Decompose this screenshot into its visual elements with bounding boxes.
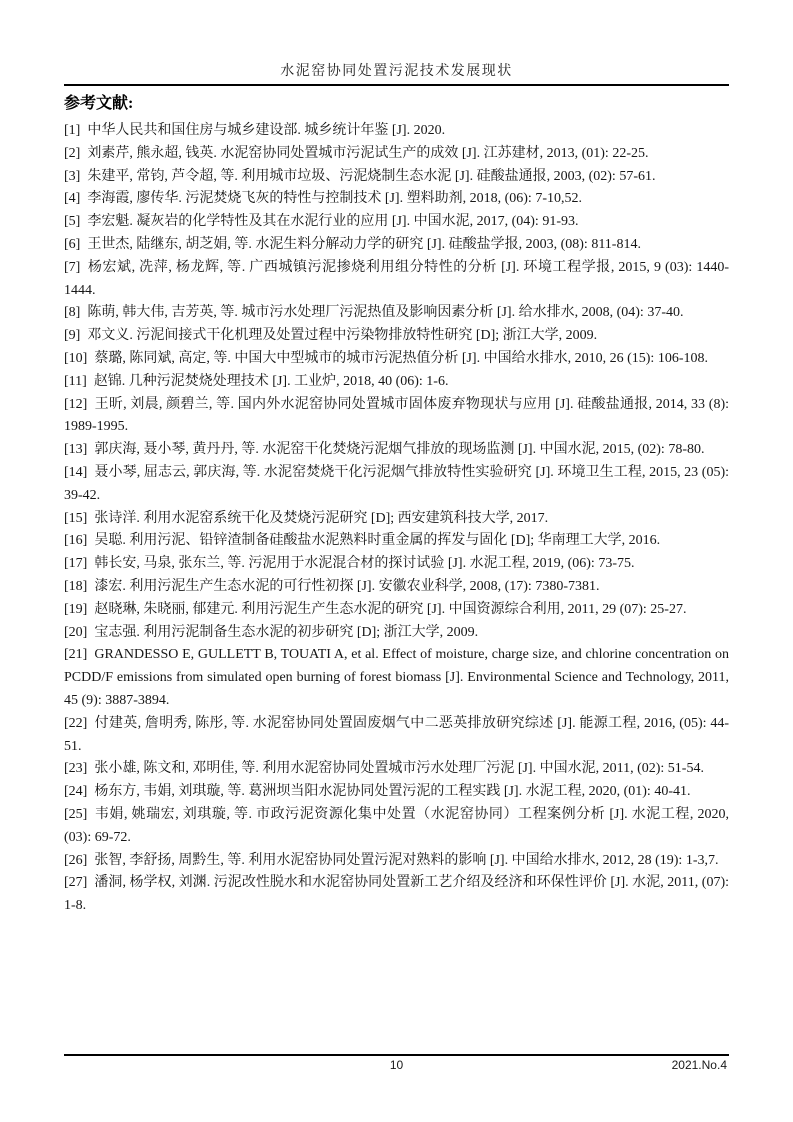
reference-label: [21] xyxy=(64,647,88,663)
reference-item xyxy=(64,257,729,303)
reference-text: 蔡璐, 陈同斌, 高定, 等. 中国大中型城市的城市污泥热值分析 [J]. 中国给水排水, 2010, 26 (15): 106-108. xyxy=(94,350,708,366)
reference-label: [1] xyxy=(64,123,81,138)
issue-label: 2021.No.4 xyxy=(671,1058,727,1072)
reference-text: 潘洞, 杨学权, 刘渊. 污泥改性脱水和水泥窑协同处置新工艺介绍及经济和环保性评价 [J]. 水泥, 2011, (07): 1-8. xyxy=(64,875,729,914)
reference-label: [5] xyxy=(64,214,81,230)
reference-item xyxy=(64,850,729,873)
reference-label: [7] xyxy=(64,259,81,275)
reference-label: [12] xyxy=(64,396,88,412)
header-rule xyxy=(64,84,729,86)
reference-label: [14] xyxy=(64,464,88,480)
reference-label: [9] xyxy=(64,328,81,344)
references-list xyxy=(64,120,729,918)
reference-text: 聂小琴, 屈志云, 郭庆海, 等. 水泥窑焚烧干化污泥烟气排放特性实验研究 [J]. 环境卫生工程, 2015, 23 (05): 39-42. xyxy=(64,464,729,503)
reference-item xyxy=(64,462,729,508)
reference-text: 张智, 李舒扬, 周黔生, 等. 利用水泥窑协同处置污泥对熟料的影响 [J]. 中国给水排水, 2012, 28 (19): 1-3,7. xyxy=(94,852,719,868)
reference-label: [24] xyxy=(64,784,88,800)
references-heading: 参考文献: xyxy=(64,95,134,112)
reference-item xyxy=(64,325,729,348)
reference-item xyxy=(64,553,729,576)
page-number: 10 xyxy=(389,1058,404,1072)
reference-label: [23] xyxy=(64,761,88,777)
references-section xyxy=(64,90,729,918)
reference-item xyxy=(64,188,729,211)
reference-item xyxy=(64,302,729,325)
reference-text: 漆宏. 利用污泥生产生态水泥的可行性初探 [J]. 安徽农业科学, 2008, (17): 7380-7381. xyxy=(94,578,600,594)
reference-label: [27] xyxy=(64,875,88,891)
reference-text: 张小雄, 陈文和, 邓明佳, 等. 利用水泥窑协同处置城市污水处理厂污泥 [J]. 中国水泥, 2011, (02): 51-54. xyxy=(94,761,704,777)
reference-label: [19] xyxy=(64,601,88,617)
reference-text: 王昕, 刘晨, 颜碧兰, 等. 国内外水泥窑协同处置城市固体废弃物现状与应用 [J]. 硅酸盐通报, 2014, 33 (8): 1989-1995. xyxy=(64,396,729,435)
reference-text: 王世杰, 陆继东, 胡芝娟, 等. 水泥生料分解动力学的研究 [J]. 硅酸盐学报, 2003, (08): 811-814. xyxy=(87,236,641,252)
reference-item xyxy=(64,758,729,781)
reference-text: GRANDESSO E, GULLETT B, TOUATI A, et al. Effect of moisture, charge size, and chlorine concentration on PCDD/F emissions from simulated open burning of forest biomass [J]. Environmental Science and Technology, 2011, 45 (9): 3887-3894. xyxy=(64,647,729,708)
reference-label: [15] xyxy=(64,510,88,526)
reference-text: 宝志强. 利用污泥制备生态水泥的初步研究 [D]; 浙江大学, 2009. xyxy=(94,624,479,640)
reference-text: 赵晓琳, 朱晓丽, 郁建元. 利用污泥生产生态水泥的研究 [J]. 中国资源综合利用, 2011, 29 (07): 25-27. xyxy=(94,601,687,617)
reference-text: 杨宏斌, 冼萍, 杨龙辉, 等. 广西城镇污泥掺烧利用组分特性的分析 [J]. 环境工程学报, 2015, 9 (03): 1440-1444. xyxy=(64,259,729,298)
reference-item xyxy=(64,713,729,759)
reference-item xyxy=(64,644,729,712)
reference-text: 朱建平, 常钧, 芦令超, 等. 利用城市垃圾、污泥烧制生态水泥 [J]. 硅酸盐通报, 2003, (02): 57-61. xyxy=(87,168,656,184)
reference-item xyxy=(64,622,729,645)
reference-text: 李宏魁. 凝灰岩的化学特性及其在水泥行业的应用 [J]. 中国水泥, 2017, (04): 91-93. xyxy=(87,214,579,230)
reference-label: [4] xyxy=(64,191,81,207)
reference-text: 付建英, 詹明秀, 陈彤, 等. 水泥窑协同处置固废烟气中二恶英排放研究综述 [J]. 能源工程, 2016, (05): 44-51. xyxy=(64,715,729,754)
reference-text: 郭庆海, 聂小琴, 黄丹丹, 等. 水泥窑干化焚烧污泥烟气排放的现场监测 [J]. 中国水泥, 2015, (02): 78-80. xyxy=(94,442,705,458)
reference-label: [17] xyxy=(64,556,88,572)
reference-label: [22] xyxy=(64,715,88,731)
reference-label: [25] xyxy=(64,806,88,822)
reference-label: [8] xyxy=(64,305,81,321)
reference-item xyxy=(64,508,729,531)
reference-text: 韩长安, 马泉, 张东兰, 等. 污泥用于水泥混合材的探讨试验 [J]. 水泥工程, 2019, (06): 73-75. xyxy=(94,556,635,572)
reference-text: 李海霞, 廖传华. 污泥焚烧飞灰的特性与控制技术 [J]. 塑料助剂, 2018, (06): 7-10,52. xyxy=(87,191,582,207)
reference-item xyxy=(64,211,729,234)
reference-label: [18] xyxy=(64,578,88,594)
reference-item xyxy=(64,804,729,850)
reference-text: 吴聪. 利用污泥、铅锌渣制备硅酸盐水泥熟料时重金属的挥发与固化 [D]; 华南理工大学, 2016. xyxy=(94,533,661,549)
reference-label: [2] xyxy=(64,145,81,161)
reference-item xyxy=(64,371,729,394)
reference-item xyxy=(64,872,729,918)
reference-item xyxy=(64,781,729,804)
reference-item xyxy=(64,348,729,371)
reference-item xyxy=(64,234,729,257)
reference-text: 韦娟, 姚瑞宏, 刘琪璇, 等. 市政污泥资源化集中处置（水泥窑协同）工程案例分析 [J]. 水泥工程, 2020, (03): 69-72. xyxy=(64,806,729,845)
reference-text: 刘素芹, 熊永超, 钱英. 水泥窑协同处置城市污泥试生产的成效 [J]. 江苏建材, 2013, (01): 22-25. xyxy=(87,145,649,161)
reference-text: 中华人民共和国住房与城乡建设部. 城乡统计年鉴 [J]. 2020. xyxy=(87,123,446,138)
reference-item xyxy=(64,439,729,462)
reference-label: [6] xyxy=(64,236,81,252)
reference-label: [10] xyxy=(64,350,88,366)
reference-text: 邓文义. 污泥间接式干化机理及处置过程中污染物排放特性研究 [D]; 浙江大学, 2009. xyxy=(87,328,598,344)
running-header-title: 水泥窑协同处置污泥技术发展现状 xyxy=(280,64,513,79)
reference-item xyxy=(64,599,729,622)
reference-item xyxy=(64,394,729,440)
footer-rule xyxy=(64,1054,729,1056)
reference-item xyxy=(64,166,729,189)
reference-item xyxy=(64,143,729,166)
reference-text: 陈萌, 韩大伟, 吉芳英, 等. 城市污水处理厂污泥热值及影响因素分析 [J]. 给水排水, 2008, (04): 37-40. xyxy=(87,305,684,321)
reference-label: [20] xyxy=(64,624,88,640)
reference-label: [3] xyxy=(64,168,81,184)
reference-item xyxy=(64,530,729,553)
reference-text: 赵锦. 几种污泥焚烧处理技术 [J]. 工业炉, 2018, 40 (06): 1-6. xyxy=(93,373,449,389)
reference-text: 张诗洋. 利用水泥窑系统干化及焚烧污泥研究 [D]; 西安建筑科技大学, 2017. xyxy=(94,510,549,526)
reference-label: [16] xyxy=(64,533,88,549)
reference-item xyxy=(64,576,729,599)
reference-label: [13] xyxy=(64,442,88,458)
reference-label: [26] xyxy=(64,852,88,868)
reference-label: [11] xyxy=(64,373,87,389)
reference-text: 杨东方, 韦娟, 刘琪璇, 等. 葛洲坝当阳水泥协同处置污泥的工程实践 [J]. 水泥工程, 2020, (01): 40-41. xyxy=(94,784,691,800)
reference-item xyxy=(64,120,729,143)
